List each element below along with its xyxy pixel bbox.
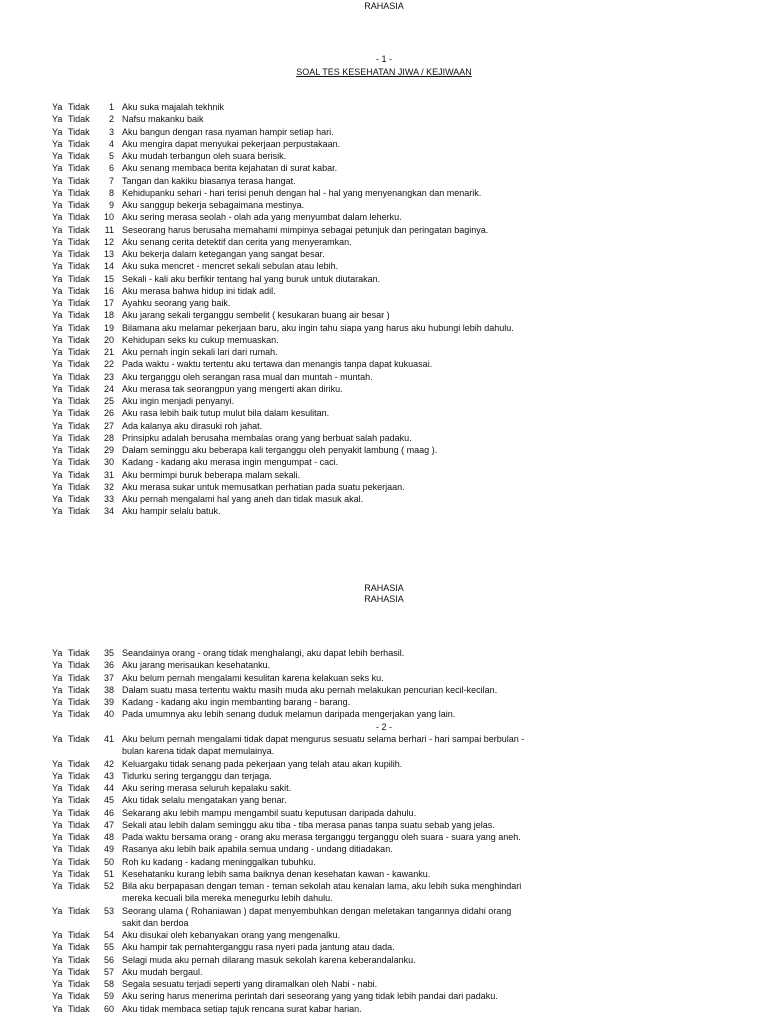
confidential-header-top: RAHASIA xyxy=(364,1,404,11)
question-text: Aku jarang merisaukan kesehatanku. xyxy=(122,660,271,671)
answer-no-option[interactable]: Tidak xyxy=(68,506,90,517)
question-text: Aku suka majalah tekhnik xyxy=(122,102,225,112)
question-text: Kadang - kadang aku ingin membanting barang - barang. xyxy=(122,697,351,707)
question-text: Bilamana aku melamar pekerjaan baru, aku ingin tahu siapa yang harus aku hubungi lebih dahulu. xyxy=(122,322,514,333)
answer-no-option[interactable]: Tidak xyxy=(68,347,90,357)
question-text: Aku sering merasa seluruh kepalaku sakit. xyxy=(122,783,292,793)
answer-no-option[interactable]: Tidak xyxy=(68,310,90,321)
question-number: 1 xyxy=(108,102,114,112)
question-number: 17 xyxy=(103,298,114,308)
answer-no-option[interactable]: Tidak xyxy=(68,881,90,891)
answer-yes-option[interactable]: Ya xyxy=(52,469,63,480)
question-text: Kehidupanku sehari - hari terisi penuh dengan hal - hal yang menyenangkan dan menarik. xyxy=(122,187,482,198)
question-text: Tangan dan kakiku biasanya terasa hangat. xyxy=(122,175,296,186)
answer-no-option[interactable]: Tidak xyxy=(68,396,90,406)
answer-no-option[interactable]: Tidak xyxy=(68,672,90,683)
answer-yes-option[interactable]: Ya xyxy=(52,457,63,468)
question-number: 58 xyxy=(103,979,114,989)
answer-yes-option[interactable]: Ya xyxy=(52,126,63,137)
answer-yes-option[interactable]: Ya xyxy=(52,954,63,965)
answer-yes-option[interactable]: Ya xyxy=(52,138,63,149)
answer-yes-option[interactable]: Ya xyxy=(52,648,63,658)
answer-yes-option[interactable]: Ya xyxy=(52,844,63,855)
answer-no-option[interactable]: Tidak xyxy=(68,420,90,431)
answer-yes-option[interactable]: Ya xyxy=(52,163,63,174)
answer-no-option[interactable]: Tidak xyxy=(68,359,90,370)
question-text: Seandainya orang - orang tidak menghalangi, aku dapat lebih berhasil. xyxy=(122,648,405,658)
answer-yes-option[interactable]: Ya xyxy=(52,770,63,781)
question-text: Aku pernah mengalami hal yang aneh dan tidak masuk akal. xyxy=(122,494,364,504)
question-number: 15 xyxy=(103,273,114,284)
question-number: 11 xyxy=(104,224,114,235)
question-number: 13 xyxy=(103,249,114,259)
answer-no-option[interactable]: Tidak xyxy=(68,200,90,210)
answer-yes-option[interactable]: Ya xyxy=(52,807,63,818)
answer-no-option[interactable]: Tidak xyxy=(68,494,90,504)
answer-yes-option[interactable]: Ya xyxy=(52,660,63,671)
question-number: 39 xyxy=(103,697,114,707)
answer-yes-option[interactable]: Ya xyxy=(52,236,63,247)
question-number: 33 xyxy=(103,494,114,504)
answer-yes-option[interactable]: Ya xyxy=(52,819,63,830)
answer-yes-option[interactable]: Ya xyxy=(52,684,63,695)
page-marker-2: - 2 - xyxy=(375,722,392,732)
answer-no-option[interactable]: Tidak xyxy=(68,481,90,492)
answer-no-option[interactable]: Tidak xyxy=(68,383,90,394)
question-text: Aku bermimpi buruk beberapa malam sekali. xyxy=(122,469,301,480)
question-number: 40 xyxy=(103,709,114,720)
question-text: Nafsu makanku baik xyxy=(122,114,204,125)
answer-yes-option[interactable]: Ya xyxy=(52,942,63,953)
answer-yes-option[interactable]: Ya xyxy=(52,200,63,210)
question-text: Seseorang harus berusaha memahami mimpinya sebagai petunjuk dan peringatan baginya. xyxy=(122,224,489,235)
question-text: Aku sering harus menerima perintah dari seseorang yang yang tidak lebih pandai dari padaku. xyxy=(122,991,498,1002)
answer-no-option[interactable]: Tidak xyxy=(68,966,90,977)
answer-no-option[interactable]: Tidak xyxy=(68,770,90,781)
question-text: Kehidupan seks ku cukup memuaskan. xyxy=(122,334,279,345)
answer-no-option[interactable]: Tidak xyxy=(68,151,90,161)
answer-no-option[interactable]: Tidak xyxy=(68,979,90,989)
answer-no-option[interactable]: Tidak xyxy=(68,844,90,855)
question-number: 14 xyxy=(103,261,114,272)
answer-no-option[interactable]: Tidak xyxy=(68,298,90,308)
answer-yes-option[interactable]: Ya xyxy=(52,175,63,186)
page-marker-1: - 1 - xyxy=(375,54,392,64)
answer-no-option[interactable]: Tidak xyxy=(68,408,90,419)
question-number: 47 xyxy=(103,819,114,830)
answer-no-option[interactable]: Tidak xyxy=(68,114,90,125)
answer-yes-option[interactable]: Ya xyxy=(52,371,63,382)
answer-no-option[interactable]: Tidak xyxy=(68,709,90,720)
confidential-header-mid-1: RAHASIA xyxy=(364,583,404,593)
answer-yes-option[interactable]: Ya xyxy=(52,383,63,394)
question-text: Roh ku kadang - kadang meninggalkan tubuhku. xyxy=(122,856,316,867)
answer-yes-option[interactable]: Ya xyxy=(52,396,63,406)
confidential-header-mid-2: RAHASIA xyxy=(364,594,404,604)
question-number: 5 xyxy=(108,151,114,161)
answer-yes-option[interactable]: Ya xyxy=(52,322,63,333)
answer-no-option[interactable]: Tidak xyxy=(68,856,90,867)
question-text: Sekarang aku lebih mampu mengambil suatu keputusan daripada dahulu. xyxy=(122,807,417,818)
question-text: Dalam suatu masa tertentu waktu masih muda aku pernah melakukan pencurian kecil-kecilan. xyxy=(122,684,498,695)
question-text: Sekali atau lebih dalam seminggu aku tiba - tiba merasa panas tanpa suatu sebab yang jelas. xyxy=(122,819,495,830)
question-text: Aku senang membaca berita kejahatan di surat kabar. xyxy=(122,163,338,174)
answer-yes-option[interactable]: Ya xyxy=(52,709,63,720)
answer-no-option[interactable]: Tidak xyxy=(68,648,90,658)
question-number: 10 xyxy=(103,212,114,223)
question-text: Ayahku seorang yang baik. xyxy=(122,298,231,308)
answer-no-option[interactable]: Tidak xyxy=(68,991,90,1002)
question-text: Rasanya aku lebih baik apabila semua undang - undang ditiadakan. xyxy=(122,844,393,855)
question-number: 21 xyxy=(103,347,114,357)
question-number: 25 xyxy=(103,396,114,406)
question-text: Aku sanggup bekerja sebagaimana mestinya. xyxy=(122,200,305,210)
answer-no-option[interactable]: Tidak xyxy=(68,273,90,284)
answer-no-option[interactable]: Tidak xyxy=(68,138,90,149)
question-number: 55 xyxy=(103,942,114,953)
answer-no-option[interactable]: Tidak xyxy=(68,163,90,174)
answer-no-option[interactable]: Tidak xyxy=(68,832,90,842)
question-text: Aku belum pernah mengalami kesulitan karena kelakuan seks ku. xyxy=(122,672,384,683)
question-text: Kesehatanku kurang lebih sama baiknya denan kesehatan kawan - kawanku. xyxy=(122,868,431,879)
answer-yes-option[interactable]: Ya xyxy=(52,432,63,443)
answer-yes-option[interactable]: Ya xyxy=(52,298,63,308)
question-text: Seorang ulama ( Rohaniawan ) dapat menyembuhkan dengan meletakan tangannya didahi orang sakit dan berdoa xyxy=(122,905,512,928)
answer-yes-option[interactable]: Ya xyxy=(52,856,63,867)
answer-yes-option[interactable]: Ya xyxy=(52,249,63,259)
answer-yes-option[interactable]: Ya xyxy=(52,273,63,284)
answer-no-option[interactable]: Tidak xyxy=(68,697,90,707)
answer-no-option[interactable]: Tidak xyxy=(68,445,90,455)
question-number: 2 xyxy=(108,114,114,125)
answer-no-option[interactable]: Tidak xyxy=(68,371,90,382)
question-text: Aku ingin menjadi penyanyi. xyxy=(122,396,235,406)
answer-no-option[interactable]: Tidak xyxy=(68,783,90,793)
question-number: 37 xyxy=(103,672,114,683)
question-text: Aku sering merasa seolah - olah ada yang menyumbat dalam leherku. xyxy=(122,212,402,223)
question-number: 45 xyxy=(103,795,114,806)
answer-yes-option[interactable]: Ya xyxy=(52,445,63,455)
question-text: Aku merasa sukar untuk memusatkan perhatian pada suatu pekerjaan. xyxy=(122,481,405,492)
question-number: 31 xyxy=(103,469,114,480)
answer-no-option[interactable]: Tidak xyxy=(68,758,90,769)
answer-no-option[interactable]: Tidak xyxy=(68,322,90,333)
question-number: 23 xyxy=(103,371,114,382)
question-text: Selagi muda aku pernah dilarang masuk sekolah karena keberandalanku. xyxy=(122,954,416,965)
answer-yes-option[interactable]: Ya xyxy=(52,930,63,940)
answer-no-option[interactable]: Tidak xyxy=(68,734,90,744)
question-text: Aku tidak membaca setiap tajuk rencana surat kabar harian. xyxy=(122,1003,362,1014)
answer-yes-option[interactable]: Ya xyxy=(52,868,63,879)
question-number: 56 xyxy=(103,954,114,965)
question-text: Aku hampir tak pernahterganggu rasa nyeri pada jantung atau dada. xyxy=(122,942,395,953)
answer-yes-option[interactable]: Ya xyxy=(52,783,63,793)
answer-no-option[interactable]: Tidak xyxy=(68,795,90,806)
question-text: Prinsipku adalah berusaha membalas orang yang berbuat salah padaku. xyxy=(122,432,412,443)
answer-yes-option[interactable]: Ya xyxy=(52,347,63,357)
answer-yes-option[interactable]: Ya xyxy=(52,334,63,345)
question-text: Aku hampir selalu batuk. xyxy=(122,506,221,517)
answer-yes-option[interactable]: Ya xyxy=(52,212,63,223)
question-number: 43 xyxy=(103,770,114,781)
page-title: SOAL TES KESEHATAN JIWA / KEJIWAAN xyxy=(296,67,472,77)
question-number: 3 xyxy=(108,126,114,137)
question-number: 24 xyxy=(103,383,114,394)
answer-no-option[interactable]: Tidak xyxy=(68,807,90,818)
question-text: Pada waktu - waktu tertentu aku tertawa dan menangis tanpa dapat kukuasai. xyxy=(122,359,433,370)
answer-yes-option[interactable]: Ya xyxy=(52,966,63,977)
question-number: 6 xyxy=(108,163,114,174)
answer-yes-option[interactable]: Ya xyxy=(52,795,63,806)
answer-yes-option[interactable]: Ya xyxy=(52,991,63,1002)
question-number: 22 xyxy=(103,359,114,370)
question-number: 35 xyxy=(103,648,114,658)
question-number: 60 xyxy=(103,1003,114,1014)
question-number: 42 xyxy=(103,758,114,769)
answer-yes-option[interactable]: Ya xyxy=(52,481,63,492)
question-number: 50 xyxy=(103,856,114,867)
answer-no-option[interactable]: Tidak xyxy=(68,175,90,186)
question-number: 41 xyxy=(103,734,114,744)
answer-yes-option[interactable]: Ya xyxy=(52,506,63,517)
question-number: 29 xyxy=(103,445,114,455)
answer-no-option[interactable]: Tidak xyxy=(68,285,90,296)
question-number: 48 xyxy=(103,832,114,842)
question-number: 8 xyxy=(108,187,114,198)
answer-no-option[interactable]: Tidak xyxy=(68,187,90,198)
question-text: Tidurku sering terganggu dan terjaga. xyxy=(122,770,272,781)
answer-yes-option[interactable]: Ya xyxy=(52,905,63,916)
question-number: 7 xyxy=(108,175,114,186)
question-text: Aku tidak selalu mengatakan yang benar. xyxy=(122,795,287,806)
answer-yes-option[interactable]: Ya xyxy=(52,758,63,769)
question-number: 36 xyxy=(103,660,114,671)
answer-yes-option[interactable]: Ya xyxy=(52,881,63,891)
answer-no-option[interactable]: Tidak xyxy=(68,930,90,940)
answer-no-option[interactable]: Tidak xyxy=(68,868,90,879)
answer-no-option[interactable]: Tidak xyxy=(68,684,90,695)
question-number: 12 xyxy=(103,236,114,247)
answer-no-option[interactable]: Tidak xyxy=(68,432,90,443)
answer-yes-option[interactable]: Ya xyxy=(52,832,63,842)
answer-no-option[interactable]: Tidak xyxy=(68,212,90,223)
answer-yes-option[interactable]: Ya xyxy=(52,224,63,235)
question-number: 38 xyxy=(103,684,114,695)
question-text: Aku rasa lebih baik tutup mulut bila dalam kesulitan. xyxy=(122,408,330,419)
question-number: 57 xyxy=(103,966,114,977)
question-number: 26 xyxy=(103,408,114,419)
question-text: Dalam seminggu aku beberapa kali terganggu oleh penyakit lambung ( maag ). xyxy=(122,445,438,455)
question-text: Bila aku berpapasan dengan teman - teman sekolah atau kenalan lama, aku lebih suka menghindari mereka kecuali bila mereka menegurku lebih dahulu. xyxy=(122,881,522,904)
answer-no-option[interactable]: Tidak xyxy=(68,102,90,112)
question-text: Aku terganggu oleh serangan rasa mual dan muntah - muntah. xyxy=(122,371,373,382)
answer-yes-option[interactable]: Ya xyxy=(52,672,63,683)
question-number: 27 xyxy=(103,420,114,431)
answer-no-option[interactable]: Tidak xyxy=(68,819,90,830)
question-number: 28 xyxy=(103,432,114,443)
answer-yes-option[interactable]: Ya xyxy=(52,734,63,744)
question-number: 34 xyxy=(103,506,114,517)
answer-no-option[interactable]: Tidak xyxy=(68,457,90,468)
question-text: Sekali - kali aku berfikir tentang hal yang buruk untuk diutarakan. xyxy=(122,273,381,284)
answer-yes-option[interactable]: Ya xyxy=(52,261,63,272)
question-number: 52 xyxy=(103,881,114,891)
question-number: 49 xyxy=(103,844,114,855)
question-number: 18 xyxy=(103,310,114,321)
question-text: Aku mengira dapat menyukai pekerjaan perpustakaan. xyxy=(122,138,341,149)
question-number: 59 xyxy=(103,991,114,1002)
question-number: 30 xyxy=(103,457,114,468)
answer-no-option[interactable]: Tidak xyxy=(68,660,90,671)
answer-yes-option[interactable]: Ya xyxy=(52,114,63,125)
answer-no-option[interactable]: Tidak xyxy=(68,469,90,480)
answer-no-option[interactable]: Tidak xyxy=(68,224,90,235)
question-text: Aku belum pernah mengalami tidak dapat mengurus sesuatu selama berhari - hari sampai berbulan - bulan karena tidak dapat memulainya. xyxy=(122,734,525,757)
answer-yes-option[interactable]: Ya xyxy=(52,1003,63,1014)
question-number: 51 xyxy=(103,868,114,879)
answer-yes-option[interactable]: Ya xyxy=(52,285,63,296)
question-text: Aku suka mencret - mencret sekali sebulan atau lebih. xyxy=(122,261,339,272)
answer-yes-option[interactable]: Ya xyxy=(52,697,63,707)
answer-no-option[interactable]: Tidak xyxy=(68,1003,90,1014)
question-text: Aku mudah terbangun oleh suara berisik. xyxy=(122,151,287,161)
question-number: 54 xyxy=(103,930,114,940)
answer-yes-option[interactable]: Ya xyxy=(52,494,63,504)
question-number: 4 xyxy=(108,138,114,149)
question-number: 53 xyxy=(103,905,114,916)
question-text: Aku bekerja dalam ketegangan yang sangat besar. xyxy=(122,249,325,259)
answer-no-option[interactable]: Tidak xyxy=(68,905,90,916)
question-text: Ada kalanya aku dirasuki roh jahat. xyxy=(122,420,263,431)
question-text: Pada waktu bersama orang - orang aku merasa terganggu terganggu oleh suara - suara yang aneh. xyxy=(122,832,521,842)
question-number: 46 xyxy=(103,807,114,818)
answer-yes-option[interactable]: Ya xyxy=(52,420,63,431)
question-number: 20 xyxy=(103,334,114,345)
answer-yes-option[interactable]: Ya xyxy=(52,979,63,989)
question-text: Segala sesuatu terjadi seperti yang diramalkan oleh Nabi - nabi. xyxy=(122,979,378,989)
answer-yes-option[interactable]: Ya xyxy=(52,187,63,198)
answer-yes-option[interactable]: Ya xyxy=(52,310,63,321)
question-text: Aku merasa tak seorangpun yang mengerti akan diriku. xyxy=(122,383,343,394)
question-number: 16 xyxy=(103,285,114,296)
question-number: 19 xyxy=(103,322,114,333)
answer-no-option[interactable]: Tidak xyxy=(68,126,90,137)
answer-no-option[interactable]: Tidak xyxy=(68,942,90,953)
question-text: Aku jarang sekali terganggu sembelit ( kesukaran buang air besar ) xyxy=(122,310,390,321)
question-text: Aku bangun dengan rasa nyaman hampir setiap hari. xyxy=(122,126,334,137)
answer-no-option[interactable]: Tidak xyxy=(68,249,90,259)
question-number: 32 xyxy=(103,481,114,492)
question-number: 44 xyxy=(103,783,114,793)
question-number: 9 xyxy=(108,200,114,210)
answer-yes-option[interactable]: Ya xyxy=(52,151,63,161)
question-text: Pada umumnya aku lebih senang duduk melamun daripada mengerjakan yang lain. xyxy=(122,709,456,720)
question-text: Aku senang cerita detektif dan cerita yang menyeramkan. xyxy=(122,236,352,247)
answer-yes-option[interactable]: Ya xyxy=(52,359,63,370)
question-text: Aku pernah ingin sekali lari dari rumah. xyxy=(122,347,278,357)
answer-no-option[interactable]: Tidak xyxy=(68,334,90,345)
answer-no-option[interactable]: Tidak xyxy=(68,236,90,247)
answer-yes-option[interactable]: Ya xyxy=(52,408,63,419)
question-text: Aku disukai oleh kebanyakan orang yang mengenalku. xyxy=(122,930,341,940)
answer-no-option[interactable]: Tidak xyxy=(68,261,90,272)
answer-no-option[interactable]: Tidak xyxy=(68,954,90,965)
question-text: Aku merasa bahwa hidup ini tidak adil. xyxy=(122,285,276,296)
question-text: Keluargaku tidak senang pada pekerjaan yang telah atau akan kupilih. xyxy=(122,758,403,769)
question-text: Kadang - kadang aku merasa ingin mengumpat - caci. xyxy=(122,457,339,468)
answer-yes-option[interactable]: Ya xyxy=(52,102,63,112)
question-text: Aku mudah bergaul. xyxy=(122,966,203,977)
